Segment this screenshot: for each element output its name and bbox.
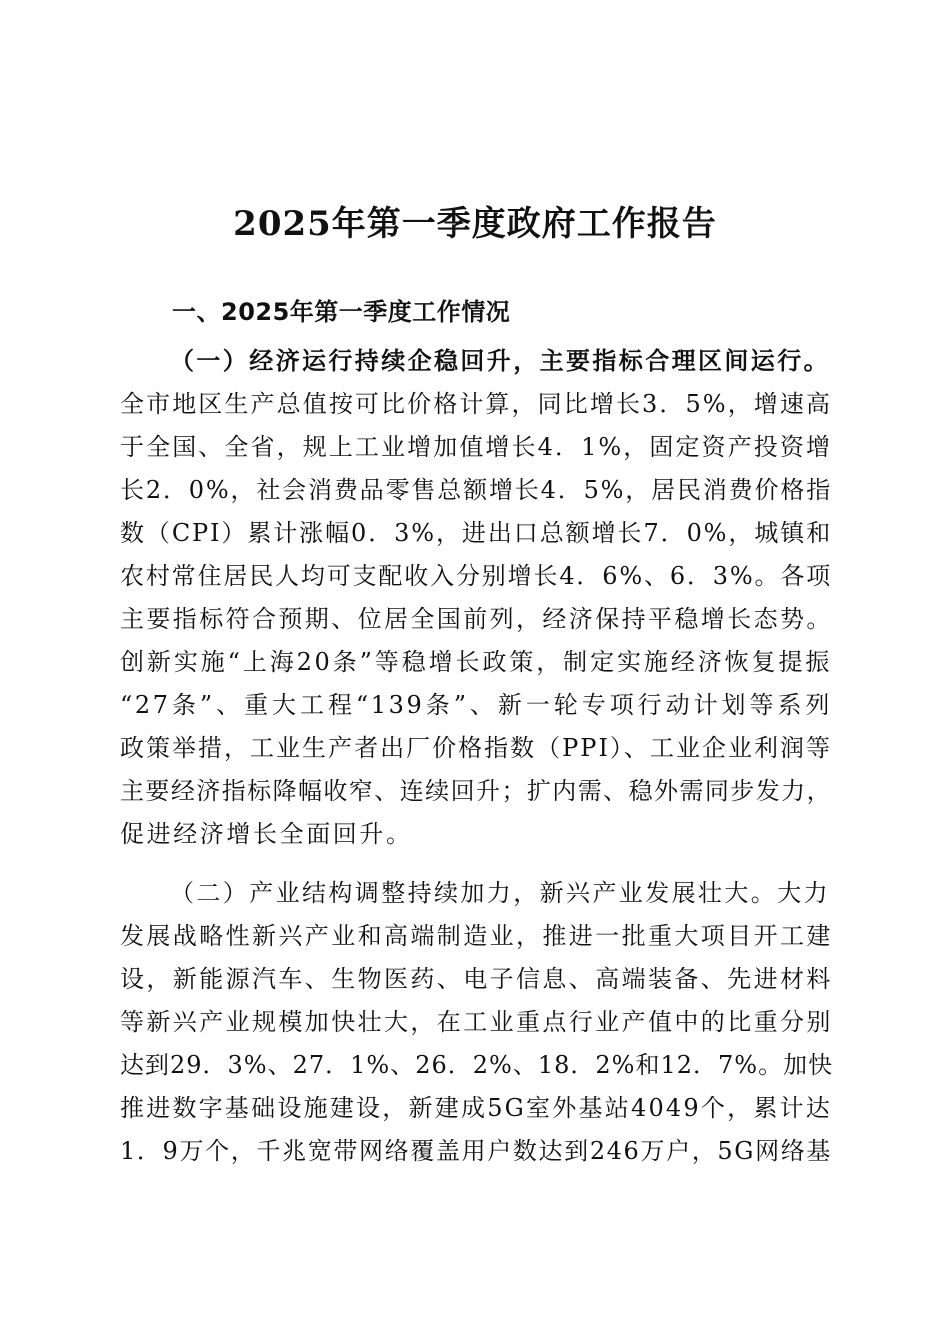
paragraph-line: 等新兴产业规模加快壮大，在工业重点行业产值中的比重分别 — [120, 1008, 833, 1036]
paragraph-line: 全市地区生产总值按可比价格计算，同比增长3．5%，增速高 — [120, 390, 832, 418]
paragraph-line: 发展战略性新兴产业和高端制造业，推进一批重大项目开工建 — [120, 922, 833, 950]
paragraph-line: 创新实施“上海20条”等稳增长政策，制定实施经济恢复提振 — [120, 648, 832, 676]
paragraph-line: 促进经济增长全面回升。 — [120, 820, 413, 848]
paragraph-line: 达到29．3%、27．1%、26．2%、18．2%和12．7%。加快 — [120, 1051, 834, 1079]
paragraph-line: 长2．0%，社会消费品零售总额增长4．5%，居民消费价格指 — [120, 476, 832, 504]
paragraph-line: 政策举措，工业生产者出厂价格指数（PPI）、工业企业利润等 — [120, 734, 832, 762]
section-heading: 一、2025年第一季度工作情况 — [172, 298, 511, 326]
paragraph-line: 农村常住居民人均可支配收入分别增长4．6%、6．3%。各项 — [120, 562, 832, 590]
document-title: 2025年第一季度政府工作报告 — [233, 204, 717, 244]
paragraph-line: 设，新能源汽车、生物医药、电子信息、高端装备、先进材料 — [120, 965, 833, 993]
paragraph-line: （二）产业结构调整持续加力，新兴产业发展壮大。大力 — [170, 879, 830, 907]
paragraph-line: 主要指标符合预期、位居全国前列，经济保持平稳增长态势。 — [120, 605, 833, 633]
paragraph-line: 于全国、全省，规上工业增加值增长4．1%，固定资产投资增 — [120, 433, 832, 461]
paragraph-line: 1．9万个，千兆宽带网络覆盖用户数达到246万户，5G网络基 — [120, 1137, 832, 1165]
paragraph-line: “27条”、重大工程“139条”、新一轮专项行动计划等系列 — [120, 691, 832, 719]
paragraph-line: （一）经济运行持续企稳回升，主要指标合理区间运行。 — [170, 346, 830, 375]
paragraph-line: 推进数字基础设施建设，新建成5G室外基站4049个，累计达 — [120, 1094, 832, 1122]
paragraph-line: 主要经济指标降幅收窄、连续回升；扩内需、稳外需同步发力， — [120, 777, 832, 805]
paragraph-line: 数（CPI）累计涨幅0．3%，进出口总额增长7．0%，城镇和 — [120, 519, 832, 547]
